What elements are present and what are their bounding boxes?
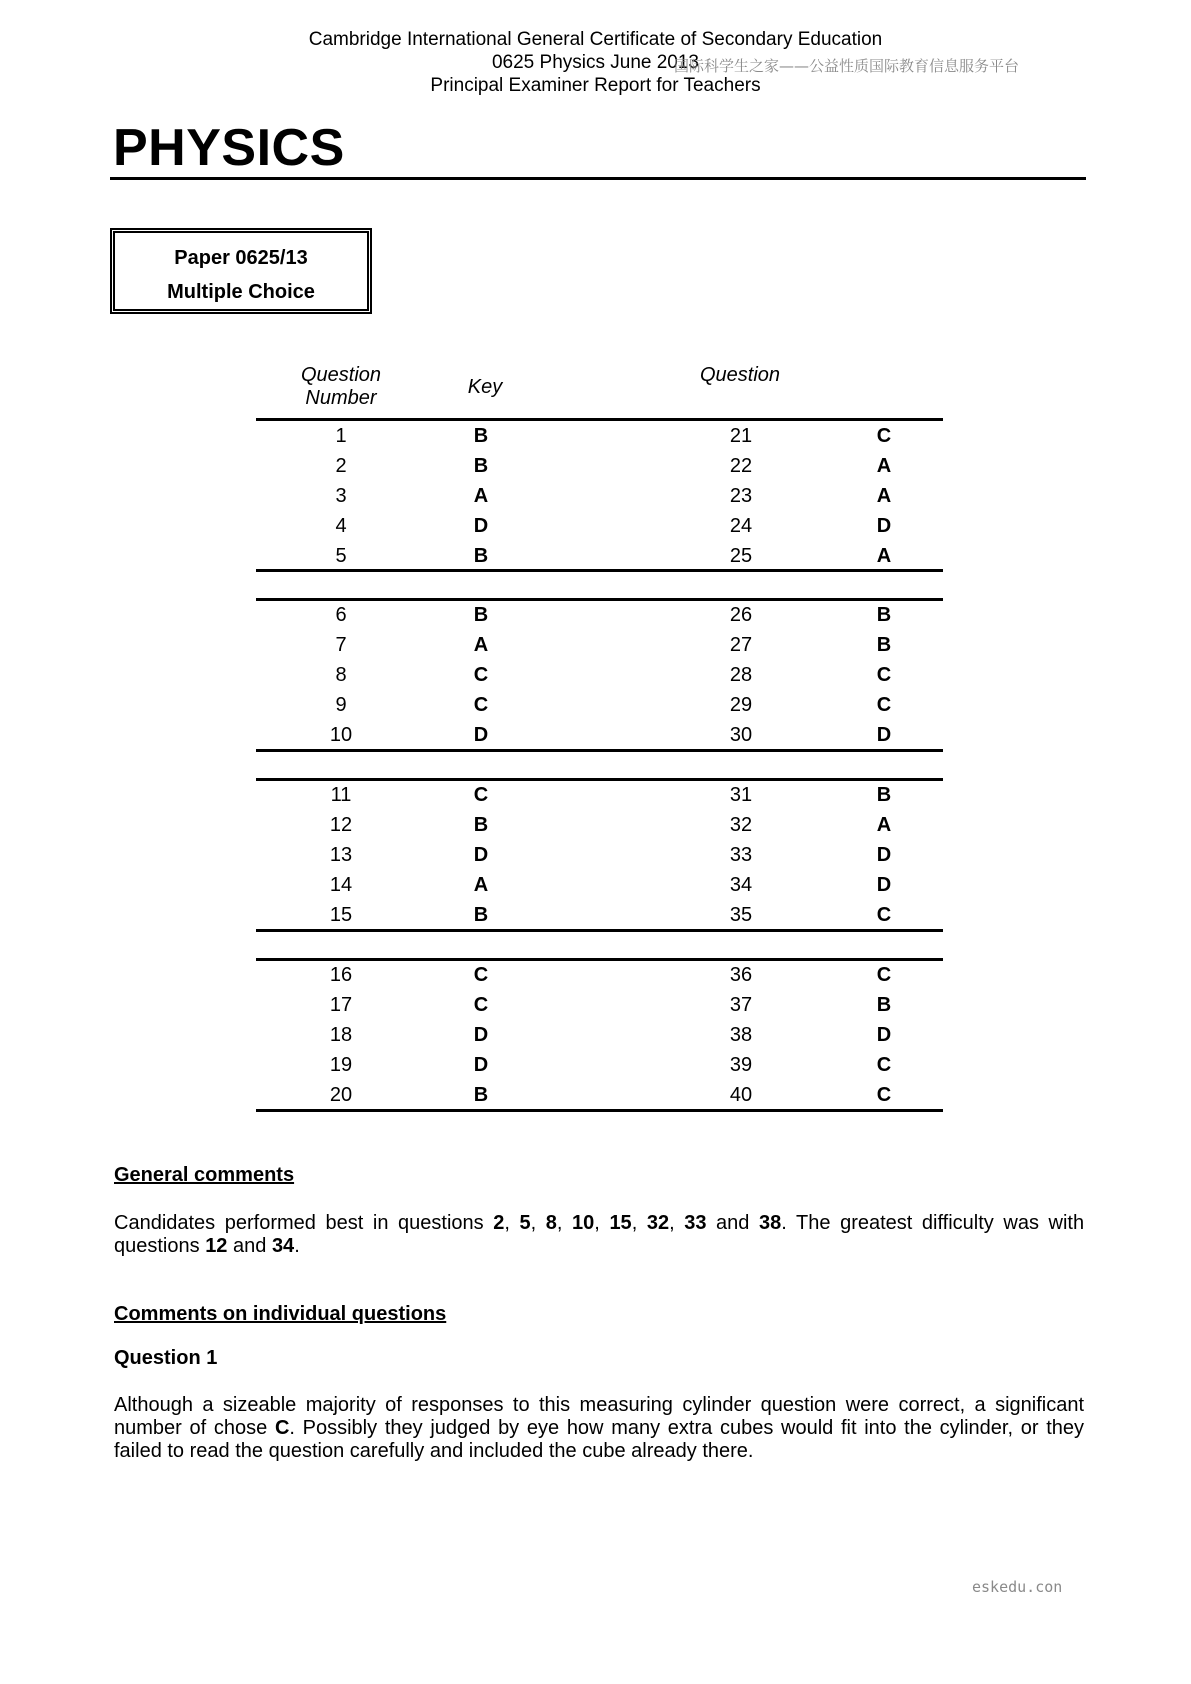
answer-key: A xyxy=(473,485,489,507)
question-number: 19 xyxy=(329,1054,353,1076)
general-comments-title: General comments xyxy=(114,1164,295,1186)
question-number: 33 xyxy=(729,844,753,866)
table-rule xyxy=(256,958,943,961)
answer-key: A xyxy=(473,634,489,656)
table-rule xyxy=(256,418,943,421)
table-row xyxy=(0,1024,1191,1054)
watermark-bottom: eskedu.con xyxy=(972,1578,1063,1596)
question-number: 21 xyxy=(729,425,753,447)
question-number: 10 xyxy=(329,724,353,746)
answer-key: B xyxy=(876,634,892,656)
answer-key: B xyxy=(473,425,489,447)
answer-key: B xyxy=(473,604,489,626)
question-number: 11 xyxy=(330,784,352,806)
table-row xyxy=(0,874,1191,904)
header-line-2: 0625 Physics June 2013 xyxy=(491,52,700,73)
answer-key: B xyxy=(473,814,489,836)
question-number: 26 xyxy=(729,604,753,626)
answer-key: C xyxy=(473,664,489,686)
question-number: 16 xyxy=(329,964,353,986)
table-row xyxy=(0,844,1191,874)
question-number: 14 xyxy=(329,874,353,896)
title-rule xyxy=(110,177,1086,180)
answer-key: A xyxy=(876,455,892,477)
answer-key: C xyxy=(876,425,892,447)
paper-code: Paper 0625/13 xyxy=(174,247,308,269)
question-number: 9 xyxy=(335,694,347,716)
answer-key: C xyxy=(473,694,489,716)
answer-key: D xyxy=(876,844,892,866)
table-rule xyxy=(256,778,943,781)
question-number: 34 xyxy=(729,874,753,896)
question-number: 18 xyxy=(329,1024,353,1046)
answer-key: D xyxy=(473,1054,489,1076)
answer-key: C xyxy=(473,784,489,806)
table-row xyxy=(0,604,1191,634)
question-number: 13 xyxy=(329,844,353,866)
answer-key: B xyxy=(876,604,892,626)
table-row xyxy=(0,1084,1191,1114)
question-number: 35 xyxy=(729,904,753,926)
question-1-title: Question 1 xyxy=(114,1347,218,1369)
answer-key: A xyxy=(876,814,892,836)
question-number: 20 xyxy=(329,1084,353,1106)
question-number: 23 xyxy=(729,485,753,507)
answer-key: C xyxy=(473,964,489,986)
question-number: 22 xyxy=(729,455,753,477)
question-number: 25 xyxy=(729,545,753,567)
question-number: 40 xyxy=(729,1084,753,1106)
header-key: Key xyxy=(467,376,503,398)
question-number: 24 xyxy=(729,515,753,537)
answer-key: D xyxy=(876,515,892,537)
table-row xyxy=(0,694,1191,724)
answer-key: D xyxy=(876,874,892,896)
answer-key: D xyxy=(473,844,489,866)
question-number: 2 xyxy=(335,455,347,477)
question-number: 37 xyxy=(729,994,753,1016)
answer-key: A xyxy=(876,545,892,567)
answer-key: D xyxy=(473,1024,489,1046)
question-number: 12 xyxy=(329,814,353,836)
question-number: 15 xyxy=(329,904,353,926)
table-row xyxy=(0,1054,1191,1084)
header-line-3: Principal Examiner Report for Teachers xyxy=(430,75,761,96)
answer-key: C xyxy=(876,904,892,926)
answer-key: C xyxy=(876,1084,892,1106)
table-row xyxy=(0,515,1191,545)
question-number: 38 xyxy=(729,1024,753,1046)
paper-type: Multiple Choice xyxy=(167,281,315,303)
individual-comments-title: Comments on individual questions xyxy=(114,1303,447,1325)
table-row xyxy=(0,724,1191,754)
answer-key: B xyxy=(876,994,892,1016)
question-number: 8 xyxy=(335,664,347,686)
table-row xyxy=(0,425,1191,455)
answer-key: D xyxy=(473,515,489,537)
table-row xyxy=(0,664,1191,694)
header-line-1: Cambridge International General Certificate of Secondary Education xyxy=(308,29,883,50)
answer-key: A xyxy=(473,874,489,896)
answer-key: C xyxy=(473,994,489,1016)
answer-key: B xyxy=(876,784,892,806)
header-question: Question xyxy=(699,364,781,386)
question-1-text: Although a sizeable majority of responses to this measuring cylinder question were correct, a significant number of chose C. Possibly they judged by eye how many extra cubes would fit into the cylinder, or they failed to read the question carefully and included the cube already there. xyxy=(114,1394,1085,1462)
answer-key: C xyxy=(876,664,892,686)
answer-key: A xyxy=(876,485,892,507)
question-number: 32 xyxy=(729,814,753,836)
paper-box xyxy=(110,228,372,314)
question-number: 39 xyxy=(729,1054,753,1076)
answer-key: D xyxy=(876,724,892,746)
question-number: 36 xyxy=(729,964,753,986)
question-number: 29 xyxy=(729,694,753,716)
answer-key: C xyxy=(876,964,892,986)
answer-key: B xyxy=(473,1084,489,1106)
question-number: 17 xyxy=(329,994,353,1016)
table-row xyxy=(0,485,1191,515)
question-number: 3 xyxy=(335,485,347,507)
question-number: 27 xyxy=(729,634,753,656)
answer-key: D xyxy=(473,724,489,746)
question-number: 30 xyxy=(729,724,753,746)
question-number: 4 xyxy=(335,515,347,537)
answer-key: C xyxy=(876,694,892,716)
table-rule xyxy=(256,598,943,601)
answer-key: B xyxy=(473,545,489,567)
question-number: 31 xyxy=(729,784,753,806)
table-row xyxy=(0,964,1191,994)
subject-title: PHYSICS xyxy=(113,119,345,177)
answer-key: C xyxy=(876,1054,892,1076)
question-number: 7 xyxy=(335,634,347,656)
question-number: 6 xyxy=(335,604,347,626)
question-number: 28 xyxy=(729,664,753,686)
answer-key: B xyxy=(473,904,489,926)
answer-key: D xyxy=(876,1024,892,1046)
table-row xyxy=(0,545,1191,575)
table-row xyxy=(0,784,1191,814)
general-comments-text: Candidates performed best in questions 2, 5, 8, 10, 15, 32, 33 and 38. The greatest difficulty was with questions 12 and 34. xyxy=(114,1212,1085,1257)
header-question-number: Question Number xyxy=(300,364,382,409)
table-row xyxy=(0,455,1191,485)
question-number: 1 xyxy=(335,425,347,447)
table-row xyxy=(0,904,1191,934)
table-row xyxy=(0,994,1191,1024)
watermark-top: 国际科学生之家——公益性质国际教育信息服务平台 xyxy=(674,57,1020,75)
question-number: 5 xyxy=(335,545,347,567)
table-row xyxy=(0,814,1191,844)
answer-key: B xyxy=(473,455,489,477)
table-row xyxy=(0,634,1191,664)
